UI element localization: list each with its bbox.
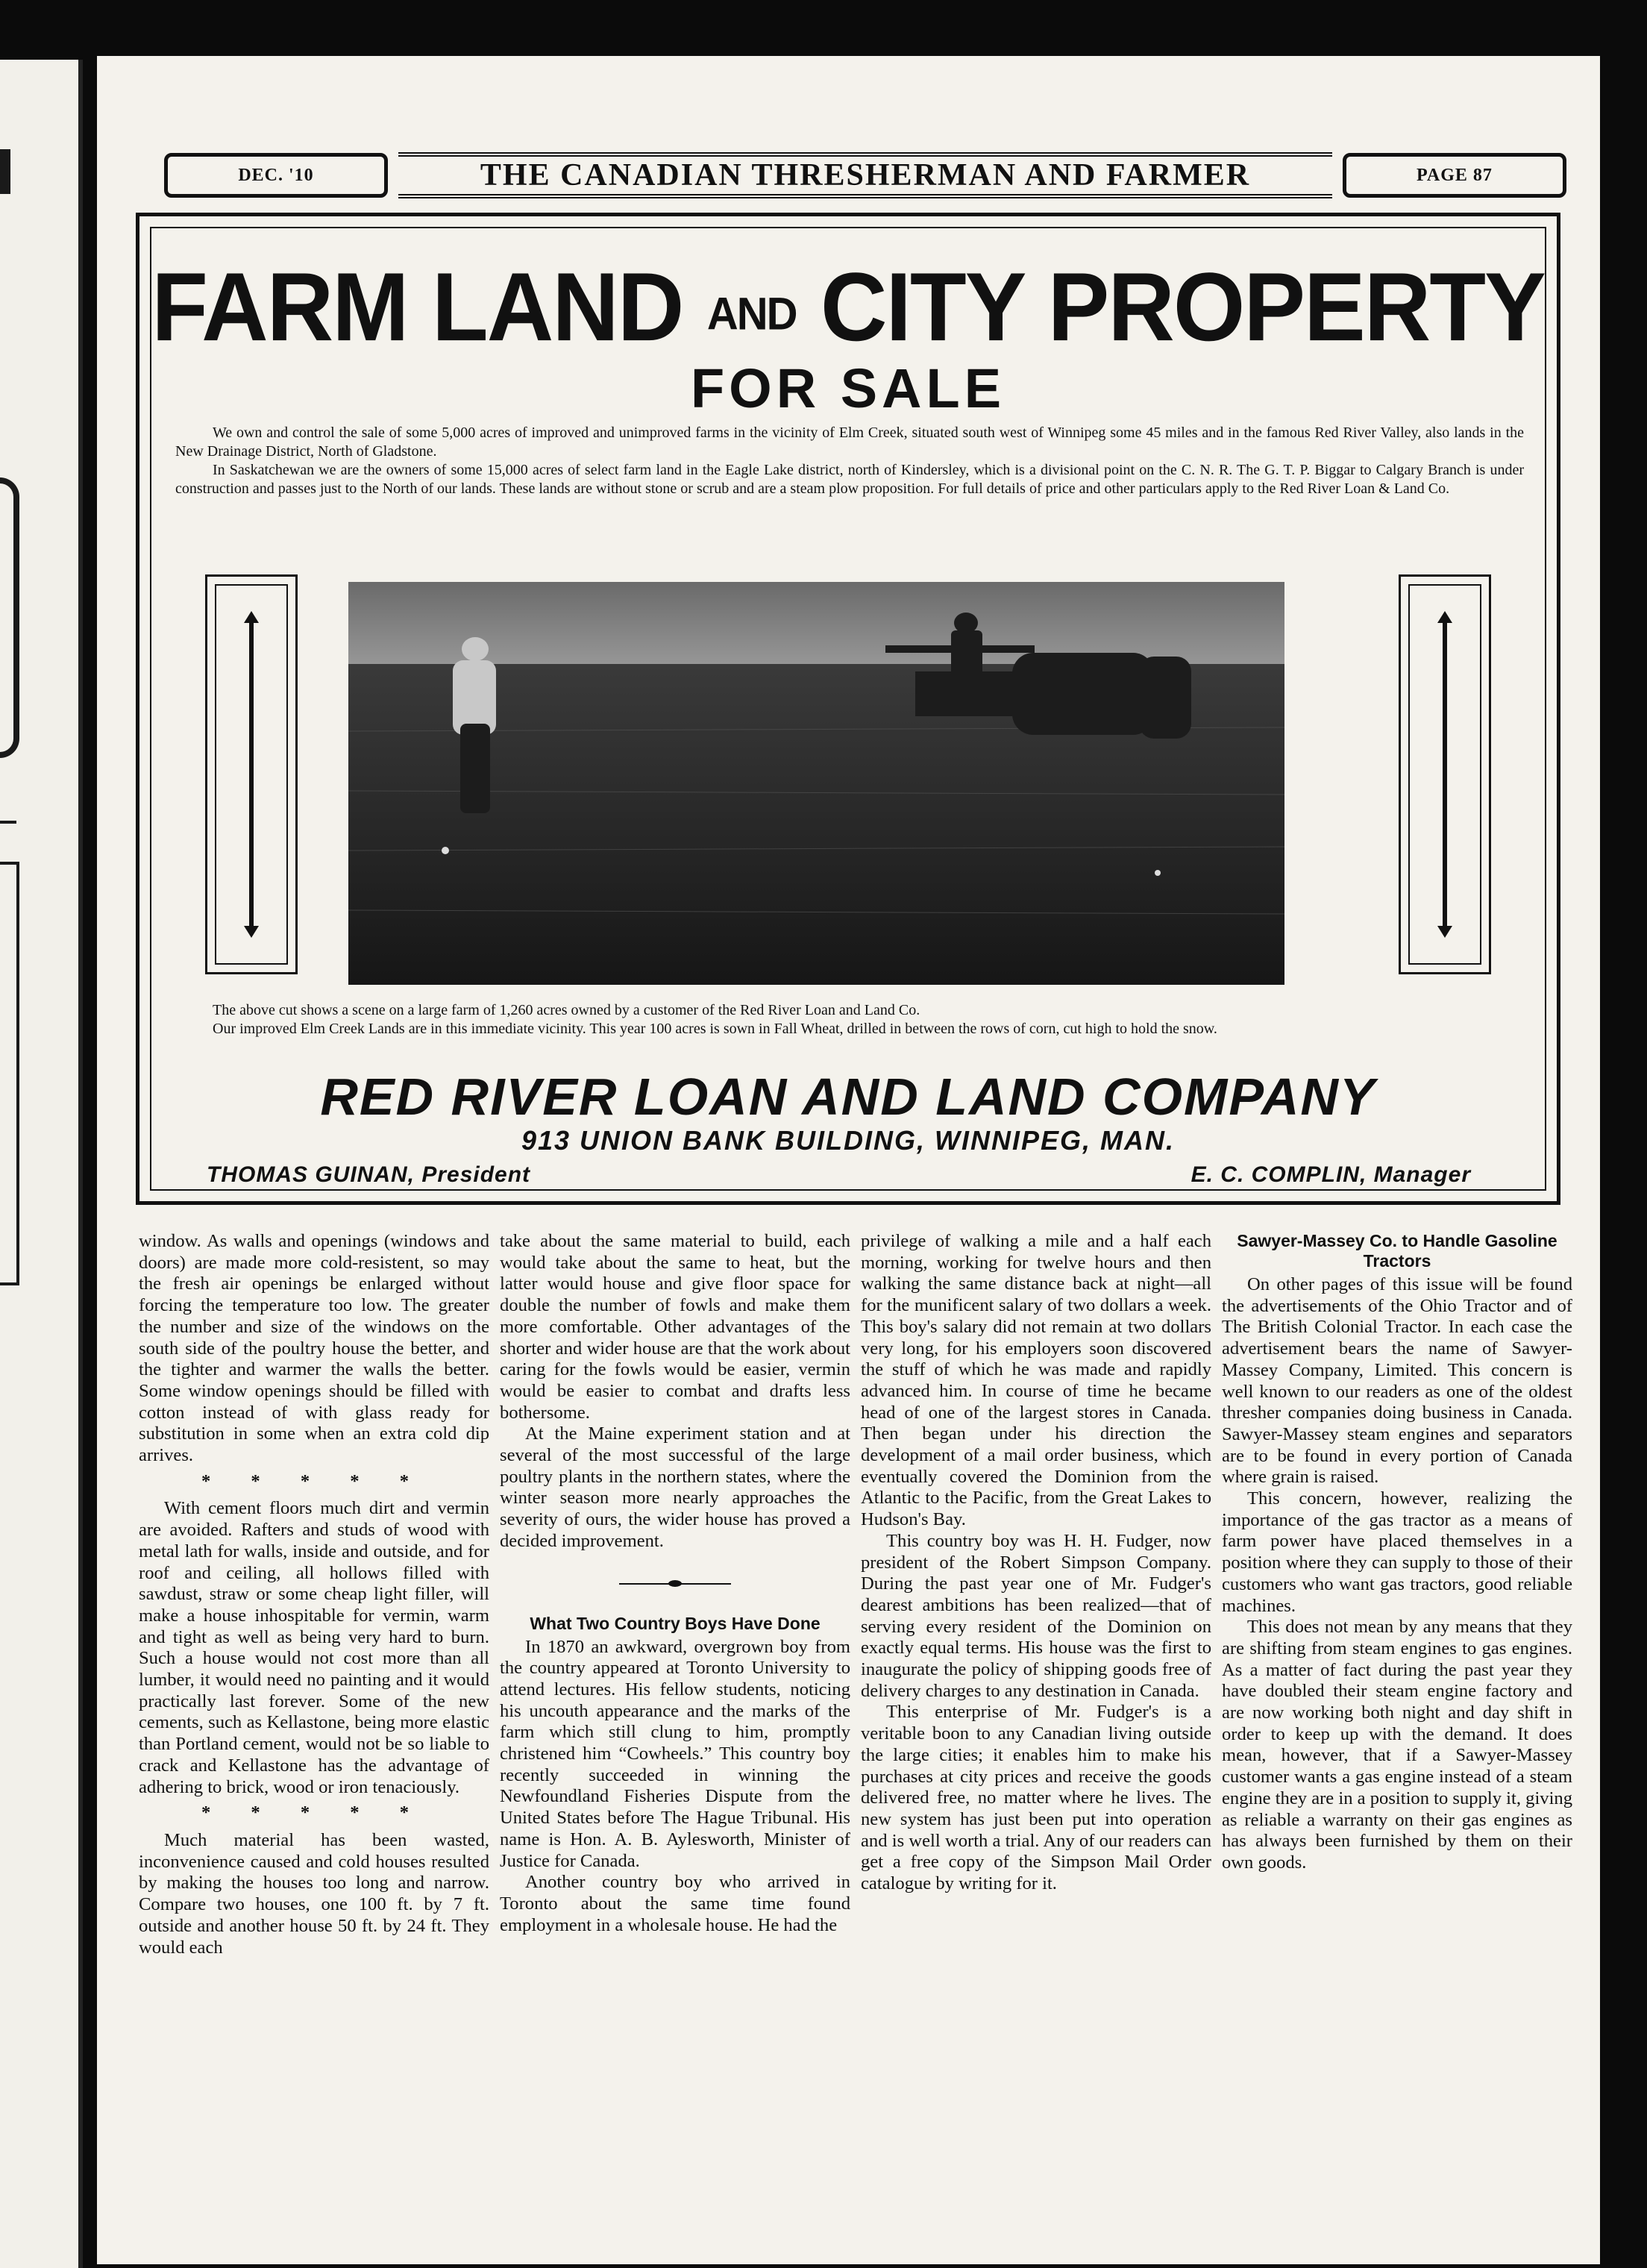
ad-headline-part2: CITY PROPERTY xyxy=(820,253,1545,362)
previous-page-fragment xyxy=(0,821,16,824)
article-paragraph: This does not mean by any means that they are shifting from steam engines to gas engines. As a matter of fact during the past year they have doubled their steam engine factory and are now working both night and day shift in order to keep up with the demand. It does mean, however, that if a Sawyer-Massey customer wants a gas engine instead of a steam engine they are in a position to supply it, giving as reliable a warranty on their gas engines as has always been furnished by them on their own goods. xyxy=(1222,1617,1572,1873)
article-paragraph: At the Maine experiment station and at several of the most successful of the large poultry plants in the northern states, where the winter season more nearly approaches the severity of ours, the wider house has proved a decided improvement. xyxy=(500,1423,850,1551)
article-paragraph: take about the same material to build, each would take about the same to heat, but the latter would house and give floor space for double the number of fowls and make them more comfortable. Other advantages of the shorter and wider house are that the work about caring for the fowls would be easier, vermin would be easier to combat and drafts less bothersome. xyxy=(500,1231,850,1423)
left-ornament-arrow xyxy=(249,621,254,927)
article-paragraph: This concern, however, realizing the importance of the gas tractor as a means of farm power have placed themselves in a position where they can supply to those of their customers who want gas tractors, good reliable machines. xyxy=(1222,1488,1572,1616)
right-ornament-arrow xyxy=(1443,621,1447,927)
article-paragraph: Another country boy who arrived in Toronto about the same time found employment in a wholesale house. He had the xyxy=(500,1872,850,1935)
article-column-4 xyxy=(1222,1231,1572,1874)
ornamental-rule xyxy=(619,1579,731,1588)
right-ornament-frame xyxy=(1399,574,1491,974)
article-paragraph: Much material has been wasted, inconvenience caused and cold houses resulted by making the houses too long and narrow. Compare two houses, one 100 ft. by 7 ft. outside and another house 50 ft. by 24 ft. They would each xyxy=(139,1829,489,1958)
photo-caption xyxy=(175,1001,1524,1039)
article-heading: What Two Country Boys Have Done xyxy=(530,1613,821,1633)
ad-headline-part1: FARM LAND xyxy=(151,253,683,362)
company-manager: E. C. COMPLIN, Manager xyxy=(1190,1162,1471,1187)
left-ornament-frame xyxy=(205,574,298,974)
masthead-title: THE CANADIAN THRESHERMAN AND FARMER xyxy=(398,152,1332,198)
article-paragraph: With cement floors much dirt and vermin are avoided. Rafters and studs of wood with metal lath for walls, inside and outside, and for roof and ceiling, all hollows filled with sawdust, straw or some cheap light filler, will make a house inhospitable for vermin, warm and tight as well as being very hard to burn. Such a house would not cost more than all lumber, it would need no painting and it would practically last forever. Some of the new cements, such as Kellastone, being more elastic than Portland cement, would not be so liable to crack and Kellastone has the advantage of adhering to brick, wood or iron tenaciously. xyxy=(139,1498,489,1797)
ad-headline-and: AND xyxy=(706,289,797,340)
previous-page-fragment xyxy=(0,477,19,758)
caption-line: Our improved Elm Creek Lands are in this immediate vicinity. This year 100 acres is sown in Fall Wheat, drilled in between the rows of corn, cut high to hold the snow. xyxy=(213,1021,1217,1037)
company-address: 913 UNION BANK BUILDING, WINNIPEG, MAN. xyxy=(521,1125,1176,1156)
article-column-3 xyxy=(861,1231,1211,1895)
caption-line: The above cut shows a scene on a large farm of 1,260 acres owned by a customer of the Red River Loan and Land Co. xyxy=(213,1002,920,1018)
farm-photo-illustration xyxy=(348,582,1284,985)
section-separator-stars: * * * * * xyxy=(201,1802,427,1823)
article-paragraph: This enterprise of Mr. Fudger's is a veritable boon to any Canadian living outside the large cities; it enables him to make his purchases at city prices and receive the goods delivered free, no matter where he lives. The new system has just been put into operation and is well worth a trial. Any of our readers can get a free copy of the Simpson Mail Order catalogue by writing for it. xyxy=(861,1702,1211,1894)
previous-page-fragment xyxy=(0,149,10,194)
section-separator-stars: * * * * * xyxy=(201,1470,427,1491)
article-paragraph: This country boy was H. H. Fudger, now president of the Robert Simpson Company. During the past year one of Mr. Fudger's dearest ambitions has been realized—that of serving every resident of the Dominion on exactly equal terms. His house was the first to inaugurate the policy of shipping goods free of delivery charges to any destination in Canada. xyxy=(861,1530,1211,1701)
company-president: THOMAS GUINAN, President xyxy=(207,1162,531,1187)
previous-page-edge xyxy=(0,60,83,2268)
article-column-1 xyxy=(139,1231,489,1958)
article-paragraph: On other pages of this issue will be found the advertisements of the Ohio Tractor and of The British Colonial Tractor. In each case the advertisement bears the name of Sawyer-Massey Company, Limited. This concern is well known to our readers as one of the oldest thresher companies doing business in Canada. Sawyer-Massey steam engines and separators are to be found in every portion of Canada where grain is raised. xyxy=(1222,1274,1572,1488)
masthead-page-number: PAGE 87 xyxy=(1343,153,1566,198)
advertisement xyxy=(136,213,1560,1205)
ad-body xyxy=(175,424,1524,498)
masthead xyxy=(164,153,1566,198)
masthead-date: DEC. '10 xyxy=(164,153,388,198)
ad-paragraph: We own and control the sale of some 5,000 acres of improved and unimproved farms in the vicinity of Elm Creek, situated south west of Winnipeg some 45 miles and in the famous Red River Valley, also lands in the New Drainage District, North of Gladstone. xyxy=(175,425,1524,460)
ad-headline xyxy=(139,253,1557,362)
farm-photo xyxy=(348,582,1284,985)
article-paragraph: In 1870 an awkward, overgrown boy from the country appeared at Toronto University to attend lectures. His fellow students, noticing his uncouth appearance and the marks of the farm which still clung to him, promptly christened him “Cowheels.” This country boy recently succeeded in winning the Newfoundland Fisheries Dispute from the United States before The Hague Tribunal. His name is Hon. A. B. Aylesworth, Minister of Justice for Canada. xyxy=(500,1636,850,1871)
ad-paragraph: In Saskatchewan we are the owners of some 15,000 acres of select farm land in the Eagle Lake district, north of Kindersley, which is a divisional point on the C. N. R. The G. T. P. Biggar to Calgary Branch is under construction and passes just to the North of our lands. These lands are without stone or scrub and are a steam plow proposition. For full details of price and other particulars apply to the Red River Loan & Land Co. xyxy=(175,462,1524,497)
article-paragraph: privilege of walking a mile and a half each morning, working for twelve hours and then walking the same distance back at night—all for the munificent salary of two dollars a week. This boy's salary did not remain at two dollars very long, for his employers soon discovered the stuff of which he was made and rapidly advanced him. In course of time he became head of one of the largest stores in Canada. Then began under his direction the development of a mail order business, which eventually covered the Dominion from the Atlantic to the Pacific, from the Great Lakes to Hudson's Bay. xyxy=(861,1231,1211,1530)
ad-subhead: FOR SALE xyxy=(690,357,1006,419)
previous-page-fragment xyxy=(0,862,19,1285)
newspaper-page xyxy=(97,56,1600,2264)
article-column-2 xyxy=(500,1231,850,1936)
article-paragraph: window. As walls and openings (windows and doors) are made more cold-resistent, so may the fresh air openings be enlarged without forcing the temperature too low. The greater the number and size of the windows on the south side of the poultry house the better, and the tighter and warmer the walls the better. Some window openings should be filled with cotton instead of with glass ready for substitution in some when an extra cold dip arrives. xyxy=(139,1231,489,1466)
article-heading: Sawyer-Massey Co. to Handle Gasoline Tractors xyxy=(1237,1231,1557,1271)
company-name: RED RIVER LOAN AND LAND COMPANY xyxy=(320,1068,1376,1126)
